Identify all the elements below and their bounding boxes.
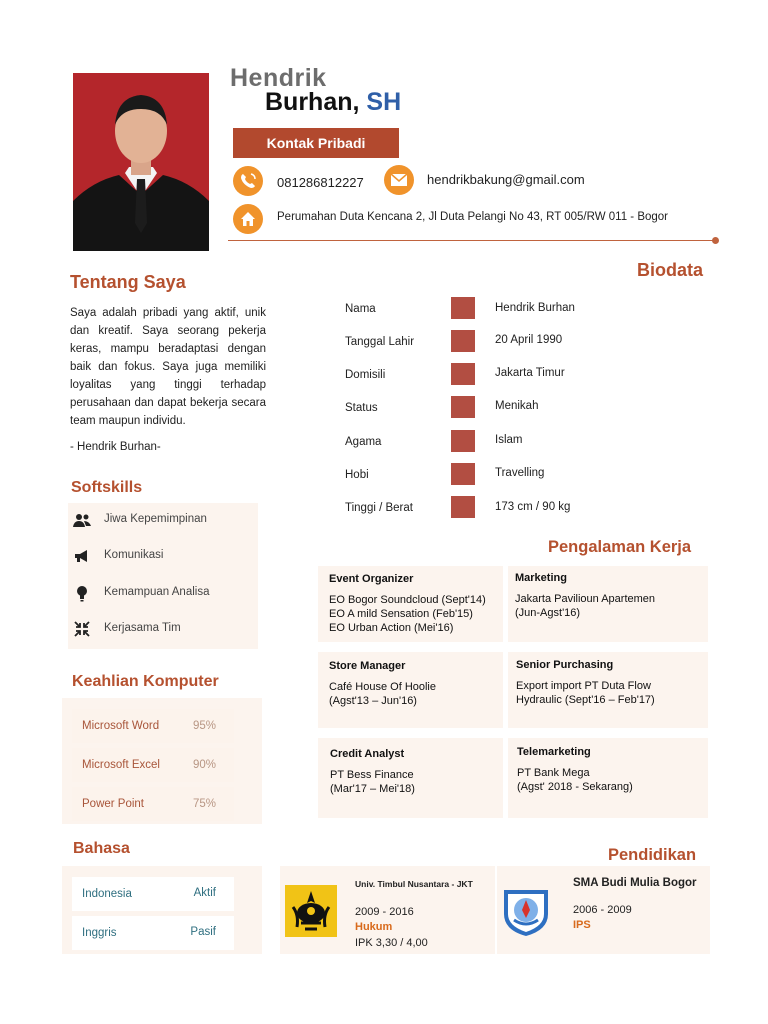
softskills-heading: Softskills <box>71 479 143 496</box>
contact-heading: Kontak Pribadi <box>233 128 399 158</box>
job-entry <box>330 748 415 796</box>
phone-icon <box>233 166 263 196</box>
education-years: 2009 - 2016 <box>355 906 414 918</box>
job-title: Marketing <box>515 572 567 584</box>
biodata-marker <box>451 396 475 418</box>
last-name-text: Burhan, <box>265 88 360 116</box>
computer-skill-row <box>72 748 234 782</box>
job-detail: Café House Of Hoolie <box>329 681 436 693</box>
biodata-value: Islam <box>495 434 523 446</box>
biodata-value: 20 April 1990 <box>495 334 563 346</box>
people-icon <box>72 510 92 530</box>
computer-skill-level: 75% <box>192 798 216 810</box>
job-detail: EO Bogor Soundcloud (Sept'14) <box>329 594 486 606</box>
job-detail: PT Bess Finance <box>330 769 414 781</box>
biodata-label: Status <box>345 402 378 414</box>
education-heading: Pendidikan <box>608 846 697 864</box>
computer-skill-level: 95% <box>192 720 216 732</box>
job-title: Event Organizer <box>329 573 414 585</box>
education-gpa: IPK 3,30 / 4,00 <box>355 937 428 949</box>
experience-heading: Pengalaman Kerja <box>548 538 692 556</box>
profile-photo <box>73 73 209 251</box>
biodata-value: Menikah <box>495 400 539 412</box>
job-detail: Export import PT Duta Flow <box>516 680 651 692</box>
email-icon <box>384 165 414 195</box>
job-entry <box>517 746 633 794</box>
biodata-marker <box>451 463 475 485</box>
job-title: Senior Purchasing <box>516 659 614 671</box>
job-detail: EO A mild Sensation (Feb'15) <box>329 608 473 620</box>
email-address[interactable]: hendrikbakung@gmail.com <box>427 172 585 187</box>
language-row <box>72 916 234 950</box>
softskill-label: Jiwa Kepemimpinan <box>104 513 207 525</box>
computer-skill-label: Microsoft Word <box>82 720 160 732</box>
job-entry <box>329 573 486 635</box>
biodata-marker <box>451 330 475 352</box>
biodata-value: Travelling <box>495 467 545 479</box>
title-suffix: SH <box>366 88 402 116</box>
biodata-heading: Biodata <box>637 260 704 280</box>
biodata-marker <box>451 430 475 452</box>
header-divider-dot <box>712 237 719 244</box>
biodata-label: Tinggi / Berat <box>345 502 413 514</box>
job-detail: (Agst'13 – Jun'16) <box>329 695 417 707</box>
education-school: SMA Budi Mulia Bogor <box>573 877 697 889</box>
biodata-label: Agama <box>345 436 382 448</box>
job-entry <box>329 660 436 708</box>
job-detail: (Agst' 2018 - Sekarang) <box>517 781 633 793</box>
about-signature: - Hendrik Burhan- <box>70 441 161 453</box>
softskill-label: Kemampuan Analisa <box>104 586 210 598</box>
softskill-item <box>72 616 252 642</box>
about-heading: Tentang Saya <box>70 272 186 292</box>
about-text: Saya adalah pribadi yang aktif, unik dan kreatif. Saya seorang pekerja keras, mampu beradaptasi dengan baik dan fokus. Saya juga memiliki loyalitas yang tinggi terhadap perusahaan dan dapat bekerja secara team maupun individu. <box>70 307 266 427</box>
language-row <box>72 877 234 911</box>
biodata-label: Hobi <box>345 469 369 481</box>
job-detail: EO Urban Action (Mei'16) <box>329 622 454 634</box>
computer-skill-row <box>72 787 234 821</box>
biodata-label: Domisili <box>345 369 386 381</box>
biodata-value: Hendrik Burhan <box>495 302 575 314</box>
phone-number[interactable]: 081286812227 <box>277 175 364 190</box>
lightbulb-icon <box>72 583 92 603</box>
language-level: Aktif <box>193 887 216 899</box>
education-school: Univ. Timbul Nusantara - JKT <box>355 879 473 889</box>
job-title: Telemarketing <box>517 746 591 758</box>
softskill-item <box>72 580 252 606</box>
language-label: Indonesia <box>82 888 132 900</box>
biodata-label: Nama <box>345 303 376 315</box>
biodata-marker <box>451 363 475 385</box>
job-detail: (Mar'17 – Mei'18) <box>330 783 415 795</box>
job-detail: Hydraulic (Sept'16 – Feb'17) <box>516 694 655 706</box>
home-icon <box>233 204 263 234</box>
header-divider <box>228 240 714 241</box>
job-entry <box>515 572 655 620</box>
school-logo-icon <box>500 884 552 938</box>
softskill-item <box>72 543 252 569</box>
computer-skill-level: 90% <box>192 759 216 771</box>
biodata-value: Jakarta Timur <box>495 367 565 379</box>
softskill-label: Kerjasama Tim <box>104 622 181 634</box>
education-major: IPS <box>573 919 591 931</box>
portrait-image <box>73 73 209 251</box>
job-detail: Jakarta Pavilioun Apartemen <box>515 593 656 605</box>
language-level: Pasif <box>190 926 216 938</box>
job-title: Credit Analyst <box>330 748 405 760</box>
language-label: Inggris <box>82 927 117 939</box>
job-detail: (Jun-Agst'16) <box>515 607 581 619</box>
softskill-label: Komunikasi <box>104 549 164 561</box>
job-detail: PT Bank Mega <box>517 767 590 779</box>
biodata-marker <box>451 297 475 319</box>
computer-skills-heading: Keahlian Komputer <box>72 673 219 690</box>
softskill-item <box>72 507 252 533</box>
biodata-label: Tanggal Lahir <box>345 336 415 348</box>
education-years: 2006 - 2009 <box>573 904 632 916</box>
job-entry <box>516 659 655 707</box>
education-major: Hukum <box>355 921 393 933</box>
computer-skill-label: Microsoft Excel <box>82 759 160 771</box>
home-address: Perumahan Duta Kencana 2, Jl Duta Pelangi No 43, RT 005/RW 011 - Bogor <box>277 211 669 223</box>
job-title: Store Manager <box>329 660 406 672</box>
computer-skill-row <box>72 709 234 743</box>
collapse-arrows-icon <box>72 619 92 639</box>
biodata-marker <box>451 496 475 518</box>
biodata-value: 173 cm / 90 kg <box>495 501 571 513</box>
last-name <box>265 88 401 117</box>
first-name: Hendrik <box>230 64 327 92</box>
languages-heading: Bahasa <box>73 840 130 857</box>
computer-skill-label: Power Point <box>82 798 145 810</box>
megaphone-icon <box>72 546 92 566</box>
university-logo-icon <box>285 885 337 937</box>
